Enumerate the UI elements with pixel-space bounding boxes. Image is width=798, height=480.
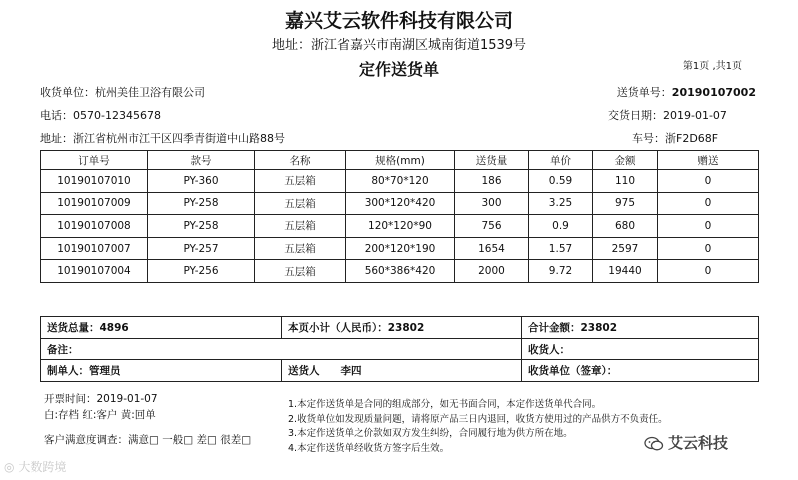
table-cell: 186 bbox=[455, 170, 529, 193]
table-cell: 0.9 bbox=[529, 215, 593, 238]
table-cell: PY-256 bbox=[148, 260, 255, 283]
table-cell: 975 bbox=[593, 192, 658, 215]
items-table bbox=[40, 150, 759, 283]
table-cell: 0 bbox=[658, 237, 759, 260]
table-cell: 五层箱 bbox=[255, 260, 346, 283]
table-cell: 300 bbox=[455, 192, 529, 215]
column-header: 款号 bbox=[148, 151, 255, 170]
table-cell: 0 bbox=[658, 260, 759, 283]
delivery-number bbox=[617, 84, 756, 100]
summary-row bbox=[41, 360, 759, 382]
note-line: 1.本定作送货单是合同的组成部分，如无书面合同，本定作送货单代合同。 bbox=[288, 399, 602, 410]
remark-field: 备注： bbox=[41, 338, 522, 360]
watermark-right-text: 艾云科技 bbox=[668, 434, 729, 452]
summary-row bbox=[41, 338, 759, 360]
table-row bbox=[41, 237, 759, 260]
table-cell: 0 bbox=[658, 192, 759, 215]
table-row bbox=[41, 192, 759, 215]
summary-table bbox=[40, 316, 759, 382]
table-row bbox=[41, 215, 759, 238]
receiver-unit: 收货单位：杭州美佳卫浴有限公司 bbox=[40, 86, 205, 99]
table-cell: 五层箱 bbox=[255, 192, 346, 215]
weibo-icon: ◎ bbox=[4, 460, 15, 474]
table-cell: 110 bbox=[593, 170, 658, 193]
table-cell: PY-360 bbox=[148, 170, 255, 193]
table-cell: PY-257 bbox=[148, 237, 255, 260]
table-cell: 五层箱 bbox=[255, 237, 346, 260]
table-cell: 120*120*90 bbox=[346, 215, 455, 238]
watermark-left-text: 大数跨境 bbox=[18, 460, 67, 474]
delivery-number-label: 送货单号： bbox=[616, 86, 672, 99]
copies-info: 白:存档 红:客户 黄:回单 bbox=[44, 409, 156, 421]
document-title: 定作送货单 bbox=[358, 60, 439, 79]
table-cell: 680 bbox=[593, 215, 658, 238]
table-cell: 10190107007 bbox=[41, 237, 148, 260]
column-header: 送货量 bbox=[455, 151, 529, 170]
column-header: 订单号 bbox=[41, 151, 148, 170]
table-cell: 300*120*420 bbox=[346, 192, 455, 215]
delivery-number-value: 20190107002 bbox=[671, 86, 756, 99]
column-header: 单价 bbox=[529, 151, 593, 170]
car-number: 车号：浙F2D68F bbox=[632, 132, 719, 145]
table-cell: 2597 bbox=[593, 237, 658, 260]
table-cell: 200*120*190 bbox=[346, 237, 455, 260]
notes-block bbox=[288, 398, 668, 456]
column-header: 规格(mm) bbox=[346, 151, 455, 170]
table-cell: 19440 bbox=[593, 260, 658, 283]
receiver-phone: 电话：0570-12345678 bbox=[40, 109, 161, 122]
table-cell: 1.57 bbox=[529, 237, 593, 260]
table-header-row bbox=[41, 151, 759, 170]
page-info: 第1页 ,共1页 bbox=[682, 61, 742, 72]
table-cell: 0 bbox=[658, 170, 759, 193]
total-quantity: 送货总量：4896 bbox=[41, 317, 282, 339]
table-cell: PY-258 bbox=[148, 215, 255, 238]
print-time: 开票时间：2019-01-07 bbox=[44, 393, 158, 405]
table-cell: 五层箱 bbox=[255, 170, 346, 193]
column-header: 名称 bbox=[255, 151, 346, 170]
satisfaction-survey: 客户满意度调查：满意□ 一般□ 差□ 很差□ bbox=[44, 434, 252, 446]
total-amount: 合计金额：23802 bbox=[522, 317, 759, 339]
wechat-icon bbox=[644, 436, 664, 452]
summary-row bbox=[41, 317, 759, 339]
table-cell: 10190107009 bbox=[41, 192, 148, 215]
note-line: 2.收货单位如发现质量问题，请将原产品三日内退回，收货方使用过的产品供方不负责任。 bbox=[288, 413, 668, 425]
table-cell: PY-258 bbox=[148, 192, 255, 215]
receiver-person-field: 收货人： bbox=[522, 338, 759, 360]
receiver-unit-sign-field: 收货单位（签章）： bbox=[522, 360, 759, 382]
receiver-address: 地址：浙江省杭州市江干区四季青街道中山路88号 bbox=[40, 132, 285, 145]
table-cell: 10190107004 bbox=[41, 260, 148, 283]
delivery-date: 交货日期：2019-01-07 bbox=[608, 109, 727, 122]
column-header: 赠送 bbox=[658, 151, 759, 170]
company-name: 嘉兴艾云软件科技有限公司 bbox=[284, 10, 513, 32]
table-cell: 2000 bbox=[455, 260, 529, 283]
table-cell: 9.72 bbox=[529, 260, 593, 283]
note-line: 3.本定作送货单之价款如双方发生纠纷，合同履行地为供方所在地。 bbox=[288, 428, 573, 439]
column-header: 金额 bbox=[593, 151, 658, 170]
table-cell: 3.25 bbox=[529, 192, 593, 215]
company-address: 地址：浙江省嘉兴市南湖区城南街道1539号 bbox=[271, 38, 527, 53]
deliverer-field: 送货人 李四 bbox=[282, 360, 522, 382]
table-cell: 0.59 bbox=[529, 170, 593, 193]
table-cell: 10190107008 bbox=[41, 215, 148, 238]
table-cell: 五层箱 bbox=[255, 215, 346, 238]
watermark-right bbox=[644, 432, 728, 453]
table-cell: 80*70*120 bbox=[346, 170, 455, 193]
note-line: 4.本定作送货单经收货方签字后生效。 bbox=[288, 442, 450, 454]
table-cell: 560*386*420 bbox=[346, 260, 455, 283]
watermark-left bbox=[4, 458, 66, 475]
table-cell: 756 bbox=[455, 215, 529, 238]
table-row bbox=[41, 260, 759, 283]
page-subtotal: 本页小计（人民币）：23802 bbox=[282, 317, 522, 339]
table-row bbox=[41, 170, 759, 193]
table-cell: 10190107010 bbox=[41, 170, 148, 193]
table-cell: 1654 bbox=[455, 237, 529, 260]
maker-field: 制单人：管理员 bbox=[41, 360, 282, 382]
table-cell: 0 bbox=[658, 215, 759, 238]
